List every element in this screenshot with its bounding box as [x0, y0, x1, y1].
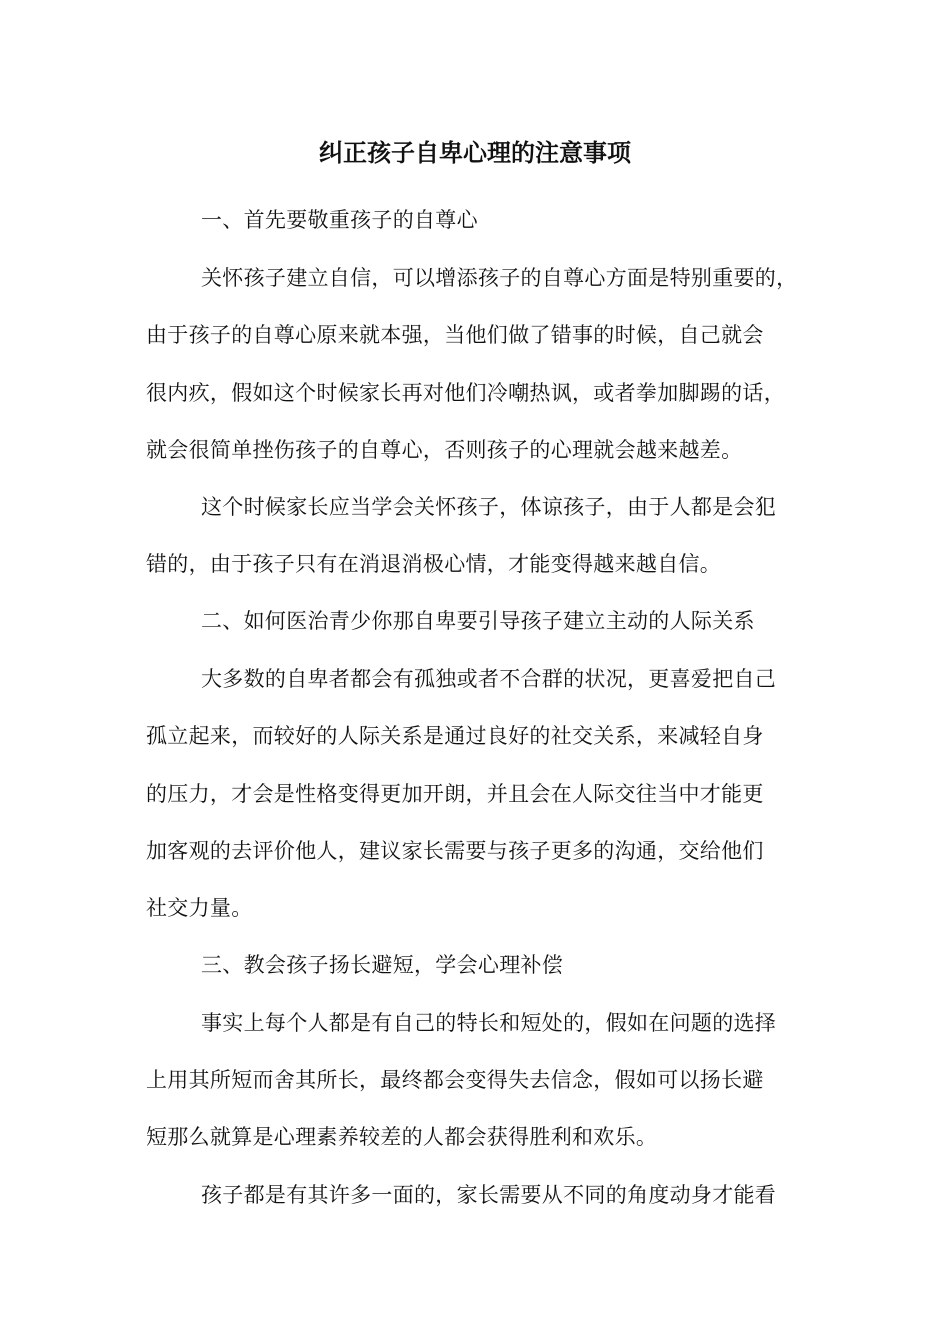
paragraph-line: 加客观的去评价他人，建议家长需要与孩子更多的沟通，交给他们 — [146, 839, 764, 863]
paragraph-line: 就会很简单挫伤孩子的自尊心，否则孩子的心理就会越来越差。 — [146, 438, 743, 462]
section-heading-3: 三、教会孩子扬长避短，学会心理补偿 — [201, 953, 564, 977]
paragraph-line: 错的，由于孩子只有在消退消极心情，才能变得越来越自信。 — [146, 552, 722, 576]
paragraph-line: 关怀孩子建立自信，可以增添孩子的自尊心方面是特别重要的， — [201, 266, 798, 290]
paragraph-line: 事实上每个人都是有自己的特长和短处的，假如在问题的选择 — [201, 1011, 777, 1035]
section-heading-1: 一、首先要敬重孩子的自尊心 — [201, 208, 478, 232]
paragraph-line: 由于孩子的自尊心原来就本强，当他们做了错事的时候，自己就会 — [146, 323, 764, 347]
paragraph-line: 上用其所短而舍其所长，最终都会变得失去信念，假如可以扬长避 — [146, 1068, 764, 1092]
paragraph-line: 这个时候家长应当学会关怀孩子，体谅孩子，由于人都是会犯 — [201, 495, 777, 519]
paragraph-line: 短那么就算是心理素养较差的人都会获得胜利和欢乐。 — [146, 1125, 658, 1149]
paragraph-line: 社交力量。 — [146, 896, 253, 920]
document-title: 纠正孩子自卑心理的注意事项 — [319, 138, 631, 167]
section-heading-2: 二、如何医治青少你那自卑要引导孩子建立主动的人际关系 — [201, 609, 755, 633]
paragraph-line: 孤立起来，而较好的人际关系是通过良好的社交关系，来减轻自身 — [146, 724, 764, 748]
paragraph-line: 的压力，才会是性格变得更加开朗，并且会在人际交往当中才能更 — [146, 782, 764, 806]
paragraph-line: 很内疚，假如这个时候家长再对他们冷嘲热讽，或者拳加脚踢的话， — [146, 381, 785, 405]
paragraph-line: 孩子都是有其许多一面的，家长需要从不同的角度动身才能看 — [201, 1183, 777, 1207]
paragraph-line: 大多数的自卑者都会有孤独或者不合群的状况，更喜爱把自己 — [201, 667, 777, 691]
